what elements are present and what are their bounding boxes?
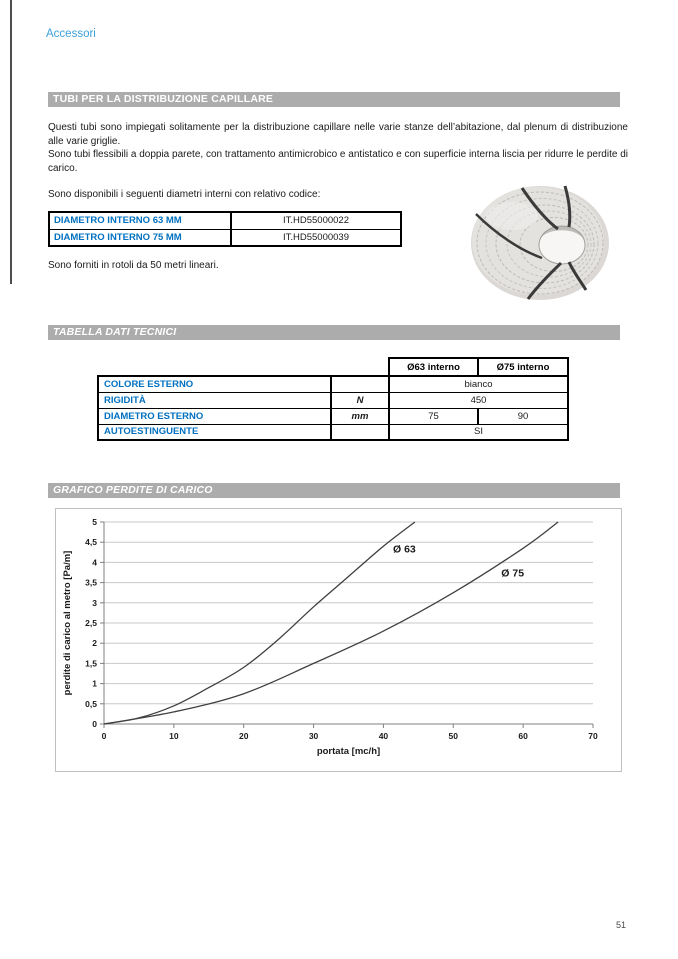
table-row — [49, 212, 401, 229]
svg-text:5: 5 — [92, 517, 97, 527]
table-row — [49, 229, 401, 246]
svg-text:30: 30 — [308, 731, 319, 741]
page-title: Accessori — [46, 28, 96, 40]
svg-text:4,5: 4,5 — [85, 537, 97, 548]
product-code: IT.HD55000022 — [231, 212, 401, 229]
section-header-grafico: GRAFICO PERDITE DI CARICO — [48, 483, 620, 498]
svg-text:2: 2 — [92, 638, 97, 649]
svg-text:20: 20 — [238, 731, 249, 741]
table-row — [98, 376, 568, 392]
svg-text:perdite di carico al metro [Pa: perdite di carico al metro [Pa/m] — [62, 550, 73, 696]
diameter-label: DIAMETRO INTERNO 63 MM — [49, 212, 231, 229]
product-photo — [466, 182, 624, 304]
table-row — [98, 392, 568, 408]
svg-text:4: 4 — [92, 557, 97, 568]
paragraph: Questi tubi sono impiegati solitamente per la distribuzione capillare nelle varie stanze dell’abitazione, dal plenum di distribuzione alle varie griglie. — [48, 122, 628, 147]
paragraph: Sono disponibili i seguenti diametri interni con relativo codice: — [48, 189, 321, 200]
svg-text:1,5: 1,5 — [85, 658, 97, 669]
pressure-loss-chart — [55, 508, 622, 772]
section-header-tabella: TABELLA DATI TECNICI — [48, 325, 620, 340]
svg-text:0: 0 — [92, 719, 97, 729]
section-header-tubi: TUBI PER LA DISTRIBUZIONE CAPILLARE — [48, 92, 620, 107]
svg-text:3,5: 3,5 — [85, 577, 97, 588]
coiled-tube-image — [466, 182, 624, 304]
column-header-d63: Ø63 interno — [389, 358, 478, 376]
loss-chart-svg — [56, 509, 621, 771]
svg-text:Ø 75: Ø 75 — [501, 567, 525, 580]
row-unit: N — [331, 392, 389, 408]
table-row — [98, 408, 568, 424]
row-unit — [331, 376, 389, 392]
row-unit: mm — [331, 408, 389, 424]
header-spacer — [98, 358, 389, 376]
row-label: AUTOESTINGUENTE — [98, 424, 331, 440]
scan-edge-artifact — [10, 0, 12, 284]
row-label: DIAMETRO ESTERNO — [98, 408, 331, 424]
diameter-codes-table — [48, 211, 402, 247]
svg-text:2,5: 2,5 — [85, 618, 97, 628]
row-label: COLORE ESTERNO — [98, 376, 331, 392]
svg-text:50: 50 — [448, 731, 459, 741]
svg-text:40: 40 — [378, 731, 389, 741]
row-value: 450 — [389, 392, 568, 408]
rolls-note: Sono forniti in rotoli da 50 metri lineari. — [48, 260, 219, 271]
table-row — [98, 424, 568, 440]
row-value-d63: 75 — [389, 408, 478, 424]
row-unit — [331, 424, 389, 440]
svg-text:70: 70 — [588, 731, 598, 741]
table-header-row — [98, 358, 568, 376]
row-value: SI — [389, 424, 568, 440]
svg-text:Ø 63: Ø 63 — [393, 543, 416, 556]
svg-text:0: 0 — [101, 731, 107, 741]
svg-text:3: 3 — [92, 597, 97, 608]
svg-text:1: 1 — [92, 678, 97, 689]
row-value-d75: 90 — [478, 408, 568, 424]
row-label: RIGIDITÀ — [98, 392, 331, 408]
column-header-d75: Ø75 interno — [478, 358, 568, 376]
row-value: bianco — [389, 376, 568, 392]
svg-text:0,5: 0,5 — [85, 698, 97, 709]
diameter-label: DIAMETRO INTERNO 75 MM — [49, 229, 231, 246]
svg-text:60: 60 — [518, 731, 528, 741]
technical-data-table — [97, 357, 569, 441]
product-code: IT.HD55000039 — [231, 229, 401, 246]
svg-text:portata [mc/h]: portata [mc/h] — [316, 746, 381, 757]
paragraph: Sono tubi flessibili a doppia parete, con trattamento antimicrobico e antistatico e con superficie interna liscia per ridurre le perdite di carico. — [48, 149, 628, 174]
svg-text:10: 10 — [169, 731, 179, 741]
page-number: 51 — [616, 920, 627, 930]
